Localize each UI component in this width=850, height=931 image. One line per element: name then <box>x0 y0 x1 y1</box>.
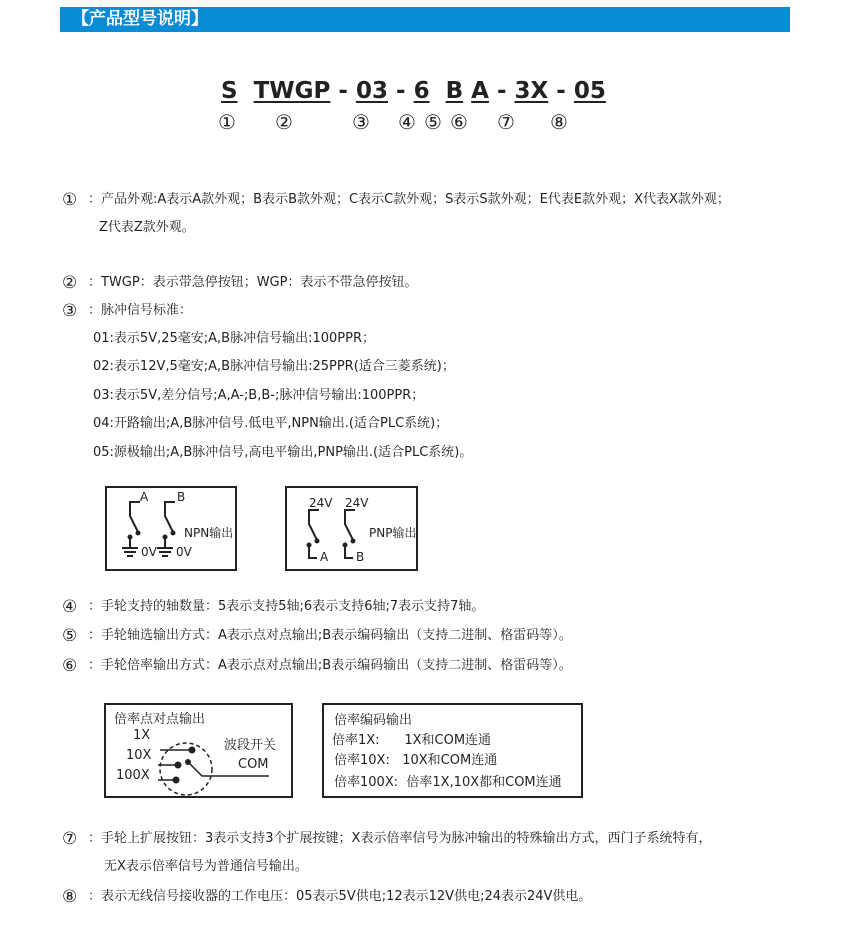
item-text: ：手轮支持的轴数量：5表示支持5轴;6表示支持6轴;7表示支持7轴。 <box>88 599 485 614</box>
item-number: ⑤ <box>62 626 78 646</box>
item-text: 05:源极输出;A,B脉冲信号,高电平输出,PNP输出.(适合PLC系统)。 <box>93 445 473 460</box>
enc-row: 倍率10X: 10X和COM连通 <box>334 753 498 768</box>
item-number: ③ <box>62 301 78 321</box>
label-a: A <box>140 490 149 504</box>
section-header: 【产品型号说明】 <box>60 7 790 32</box>
item-text: ：手轮上扩展按钮：3表示支持3个扩展按键；X表示倍率信号为脉冲输出的特殊输出方式，西门子系统特有， <box>88 831 712 846</box>
item-text: ：手轮轴选输出方式：A表示点对点输出;B表示编码输出（支持二进制、格雷码等）。 <box>88 628 572 643</box>
item-text: ：TWGP：表示带急停按钮；WGP：表示不带急停按钮。 <box>88 275 418 290</box>
code-index: ② <box>275 110 293 134</box>
item-text: ：产品外观:A表示A款外观；B表示B款外观；C表示C款外观；S表示S款外观；E代表E款外观；X代表X款外观； <box>88 192 730 207</box>
item-text: Z代表Z款外观。 <box>99 220 195 235</box>
code-sep: - <box>556 78 566 104</box>
enc-row: 倍率1X: 1X和COM连通 <box>332 733 492 748</box>
item-text: ：手轮倍率输出方式：A表示点对点输出;B表示编码输出（支持二进制、格雷码等）。 <box>88 658 572 673</box>
item-text: 01:表示5V,25毫安;A,B脉冲信号输出:100PPR； <box>93 331 375 346</box>
item-text: 02:表示12V,5毫安;A,B脉冲信号输出:25PPR(适合三菱系统)； <box>93 359 455 374</box>
item-number: ⑦ <box>62 829 78 849</box>
label-10x: 10X <box>126 748 152 763</box>
p2p-output-diagram <box>104 703 293 798</box>
switch-label: 波段开关 <box>224 738 277 753</box>
label-0v: 0V <box>176 545 192 559</box>
com-label: COM <box>238 757 269 772</box>
item-text: ：表示无线信号接收器的工作电压：05表示5V供电;12表示12V供电;24表示24V供电。 <box>88 889 592 904</box>
label-100x: 100X <box>116 768 150 783</box>
label-a: A <box>320 550 329 564</box>
label-b: B <box>356 550 365 564</box>
pnp-diagram <box>285 486 418 571</box>
code-index: ⑤ <box>424 110 442 134</box>
item-text: ：脉冲信号标准： <box>88 303 193 318</box>
code-index: ⑥ <box>450 110 468 134</box>
item-number: ② <box>62 273 78 293</box>
code-part: 6 <box>413 78 430 104</box>
item-text: 04:开路输出;A,B脉冲信号.低电平,NPN输出.(适合PLC系统)； <box>93 416 449 431</box>
label-b: B <box>177 490 186 504</box>
item-number: ⑥ <box>62 656 78 676</box>
code-part: 3X <box>514 78 549 104</box>
label-0v: 0V <box>141 545 157 559</box>
code-part: A <box>471 78 489 104</box>
npn-diagram <box>105 486 237 571</box>
code-index: ③ <box>352 110 370 134</box>
code-part: B <box>445 78 464 104</box>
code-part: 03 <box>355 78 388 104</box>
code-sep: - <box>396 78 406 104</box>
code-part: 05 <box>573 78 606 104</box>
item-text: 无X表示倍率信号为普通信号输出。 <box>104 859 308 874</box>
item-number: ④ <box>62 597 78 617</box>
encoded-output-diagram <box>322 703 583 798</box>
enc-title: 倍率编码输出 <box>334 713 413 728</box>
item-number: ① <box>62 190 78 210</box>
code-index: ④ <box>398 110 416 134</box>
code-sep: - <box>338 78 348 104</box>
label-1x: 1X <box>133 728 151 743</box>
code-part: S <box>221 78 238 104</box>
label-24v: 24V <box>345 496 369 510</box>
label-24v: 24V <box>309 496 333 510</box>
p2p-title: 倍率点对点输出 <box>114 712 206 727</box>
item-number: ⑧ <box>62 887 78 907</box>
enc-row: 倍率100X: 倍率1X,10X都和COM连通 <box>334 775 562 790</box>
code-index: ① <box>218 110 236 134</box>
code-sep: - <box>496 78 507 104</box>
code-index: ⑦ <box>497 110 515 134</box>
pnp-label: PNP输出 <box>369 526 417 540</box>
code-part: TWGP <box>253 78 331 104</box>
item-text: 03:表示5V,差分信号;A,A-;B,B-;脉冲信号输出:100PPR； <box>93 388 425 403</box>
npn-label: NPN输出 <box>184 526 234 540</box>
model-code <box>221 78 606 104</box>
code-index: ⑧ <box>550 110 568 134</box>
